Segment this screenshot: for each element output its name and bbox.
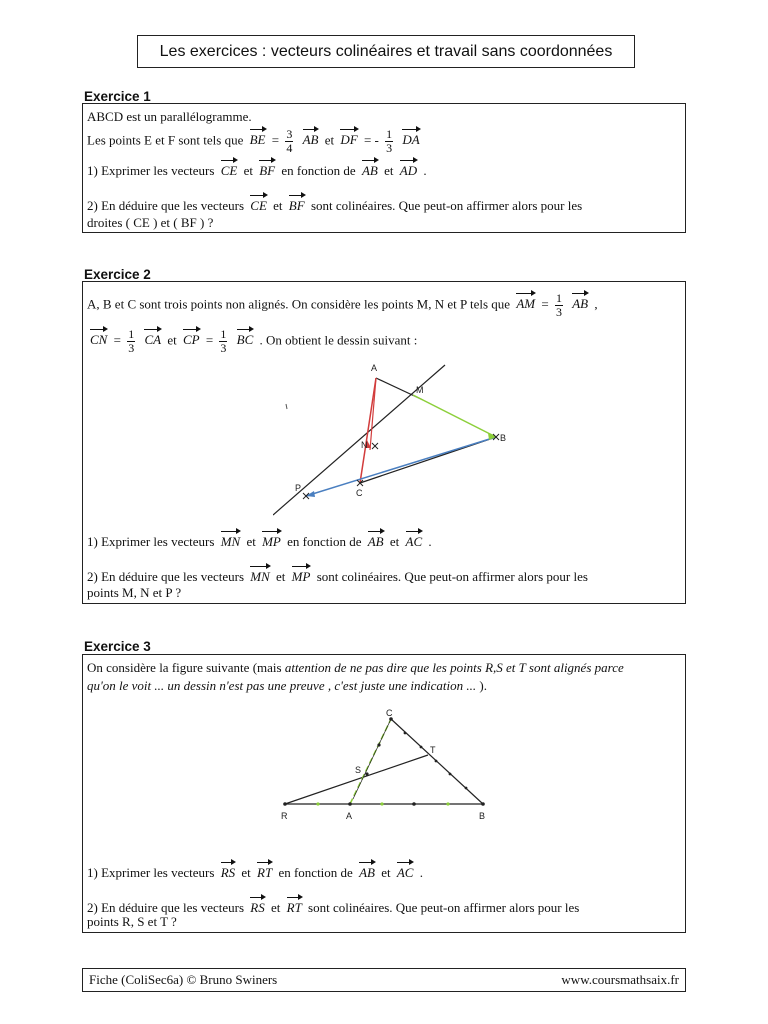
vector-AB: AB	[362, 159, 378, 177]
vector-AB: AB	[368, 530, 384, 548]
vector-MP: MP	[262, 530, 281, 548]
vector-AD: AD	[400, 159, 417, 177]
fraction-3-4: $\frac{3}{4}$	[286, 127, 293, 155]
vector-RT: RT	[257, 861, 272, 879]
vector-CE: CE	[221, 159, 238, 177]
fraction-1-3: $\frac{1}{3}$	[128, 327, 135, 355]
label-C: C	[386, 708, 393, 718]
vector-BF: BF	[259, 159, 275, 177]
ex3-line-1: On considère la figure suivante (mais attention de ne pas dire que les points R,S et T sont alignés parce	[87, 660, 624, 675]
vector-RS: RS	[250, 896, 264, 914]
label-M: M	[416, 385, 424, 395]
label-S: S	[355, 765, 362, 775]
vector-AB: AB	[303, 128, 319, 146]
ex3-question-2: 2) En déduire que les vecteurs RS et RT sont colinéaires. Que peut-on affirmer alors pour les	[87, 896, 579, 914]
vector-DF: DF	[340, 128, 357, 146]
label-T: T	[430, 745, 436, 755]
label-N: N	[361, 440, 368, 450]
label-A: A	[346, 811, 353, 821]
vector-MN: MN	[221, 530, 241, 548]
exercise-2-box	[82, 281, 686, 604]
page-title: Les exercices : vecteurs colinéaires et travail sans coordonnées	[137, 35, 635, 68]
label-P: P	[295, 483, 302, 493]
vector-RS: RS	[221, 861, 235, 879]
vector-MP: MP	[292, 565, 311, 583]
fraction-1-3: $\frac{1}{3}$	[386, 127, 393, 155]
vector-CA: CA	[144, 328, 161, 346]
figure-triangle-rst	[273, 707, 498, 825]
ex1-line-2: Les points E et F sont tels que BE = $\frac{3}{4}$ AB et DF = - $\frac{1}{3}$ DA	[87, 127, 420, 155]
exercise-3-heading: Exercice 3	[84, 639, 151, 654]
label-A: A	[371, 363, 378, 373]
label-R: R	[281, 811, 288, 821]
label-C: C	[356, 488, 363, 498]
vector-BE: BE	[250, 128, 266, 146]
footer	[82, 968, 686, 992]
exercise-1-box	[82, 103, 686, 233]
ex1-line-1: ABCD est un parallélogramme.	[87, 109, 252, 124]
exercise-2-heading: Exercice 2	[84, 267, 151, 282]
vector-AB: AB	[572, 292, 588, 310]
fraction-1-3: $\frac{1}{3}$	[555, 291, 562, 319]
vector-MN: MN	[250, 565, 270, 583]
ex2-question-2: 2) En déduire que les vecteurs MN et MP sont colinéaires. Que peut-on affirmer alors pour les	[87, 565, 588, 583]
exercise-1-heading: Exercice 1	[84, 89, 151, 104]
vector-CP: CP	[183, 328, 200, 346]
ex1-question-2-cont: droites ( CE ) et ( BF ) ?	[87, 215, 214, 230]
vector-CE: CE	[250, 194, 267, 212]
ex2-question-1: 1) Exprimer les vecteurs MN et MP en fonction de AB et AC .	[87, 530, 432, 548]
footer-website: www.coursmathsaix.fr	[561, 972, 679, 987]
ex1-question-2: 2) En déduire que les vecteurs CE et BF sont colinéaires. Que peut-on affirmer alors pour les	[87, 194, 582, 212]
vector-CN: CN	[90, 328, 107, 346]
vector-RT: RT	[287, 896, 302, 914]
ex3-line-2: qu'on le voit ... un dessin n'est pas une preuve , c'est juste une indication ... ).	[87, 678, 487, 693]
ex2-line-2: CN = $\frac{1}{3}$ CA et CP = $\frac{1}{3}$ BC . On obtient le dessin suivant :	[90, 327, 418, 355]
label-B: B	[500, 433, 507, 443]
exercise-3-box	[82, 654, 686, 933]
ex2-line-1: A, B et C sont trois points non alignés. On considère les points M, N et P tels que AM = $\frac{1}{3}$ AB ,	[87, 291, 598, 319]
footer-credit: Fiche (ColiSec6a) © Bruno Swiners	[89, 972, 278, 987]
vector-AC: AC	[397, 861, 414, 879]
vector-BF: BF	[289, 194, 305, 212]
ex3-question-2-cont: points R, S et T ?	[87, 914, 177, 929]
vector-AB: AB	[359, 861, 375, 879]
vector-AC: AC	[406, 530, 423, 548]
vector-AM: AM	[516, 292, 535, 310]
label-B: B	[479, 811, 486, 821]
ex3-question-1: 1) Exprimer les vecteurs RS et RT en fonction de AB et AC .	[87, 861, 423, 879]
ex2-question-2-cont: points M, N et P ?	[87, 585, 182, 600]
vector-BC: BC	[237, 328, 254, 346]
figure-triangle-abc	[273, 360, 533, 518]
ex1-question-1: 1) Exprimer les vecteurs CE et BF en fonction de AB et AD .	[87, 159, 427, 177]
fraction-1-3: $\frac{1}{3}$	[220, 327, 227, 355]
vector-DA: DA	[402, 128, 419, 146]
